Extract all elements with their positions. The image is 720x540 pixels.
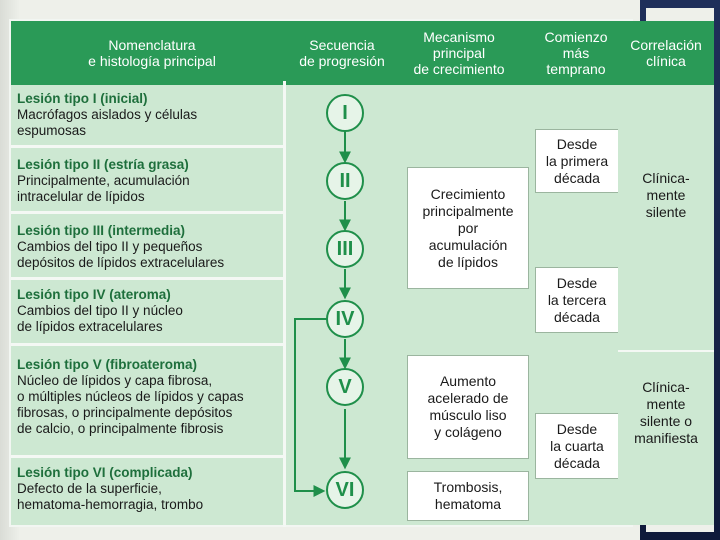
- lesion-title: Lesión tipo II (estría grasa): [17, 157, 189, 172]
- stage-circle-2: II: [326, 162, 364, 200]
- stage-circle-3: III: [326, 230, 364, 268]
- mechanism-lipid-accumulation: Crecimiento principalmente por acumulación de lípidos: [407, 167, 529, 289]
- header-nomenclature: Nomenclatura e histología principal: [88, 37, 216, 69]
- clinical-silent: Clínica- mente silente: [642, 169, 690, 220]
- stage-circle-4: IV: [326, 300, 364, 338]
- onset-first-decade: Desde la primera década: [535, 129, 619, 193]
- stage-circle-1: I: [326, 94, 364, 132]
- lesion-description: Macrófagos aislados y células espumosas: [17, 107, 198, 138]
- clinical-silent-or-manifest: Clínica- mente silente o manifiesta: [634, 379, 698, 446]
- header-clinical: Correlación clínica: [618, 21, 714, 85]
- arrow-4-6-bypass: [295, 319, 327, 491]
- clinical-divider: [618, 350, 714, 352]
- mechanism-smooth-muscle: Aumento acelerado de músculo liso y colágeno: [407, 355, 529, 459]
- lesion-title: Lesión tipo IV (ateroma): [17, 287, 171, 302]
- lesion-title: Lesión tipo V (fibroateroma): [17, 357, 198, 372]
- header-sequence: Secuencia de progresión: [299, 37, 385, 69]
- onset-fourth-decade: Desde la cuarta década: [535, 413, 619, 479]
- lesion-title: Lesión tipo VI (complicada): [17, 465, 193, 480]
- clinical-column: [618, 85, 714, 525]
- stage-circle-6: VI: [326, 471, 364, 509]
- lesion-description: Defecto de la superficie, hematoma-hemorragia, trombo: [17, 481, 204, 512]
- lesion-title: Lesión tipo III (intermedia): [17, 223, 186, 238]
- lesion-description: Cambios del tipo II y núcleo de lípidos extracelulares: [17, 303, 183, 334]
- header-mechanism: Mecanismo principal de crecimiento: [413, 29, 505, 77]
- mechanism-thrombosis: Trombosis, hematoma: [407, 471, 529, 521]
- lesion-title: Lesión tipo I (inicial): [17, 91, 148, 106]
- lesion-description: Cambios del tipo II y pequeños depósitos de lípidos extracelulares: [17, 239, 225, 270]
- stage-circle-5: V: [326, 368, 364, 406]
- onset-third-decade: Desde la tercera década: [535, 267, 619, 333]
- atherosclerosis-diagram: [9, 19, 633, 527]
- lesion-description: Núcleo de lípidos y capa fibrosa, o múltiples núcleos de lípidos y capas fibrosas, o principalmente depósitos de calcio, o principalmente fibrosis: [17, 373, 244, 436]
- header-onset: Comienzo más temprano: [544, 29, 608, 77]
- lesion-description: Principalmente, acumulación intracelular de lípidos: [17, 173, 190, 204]
